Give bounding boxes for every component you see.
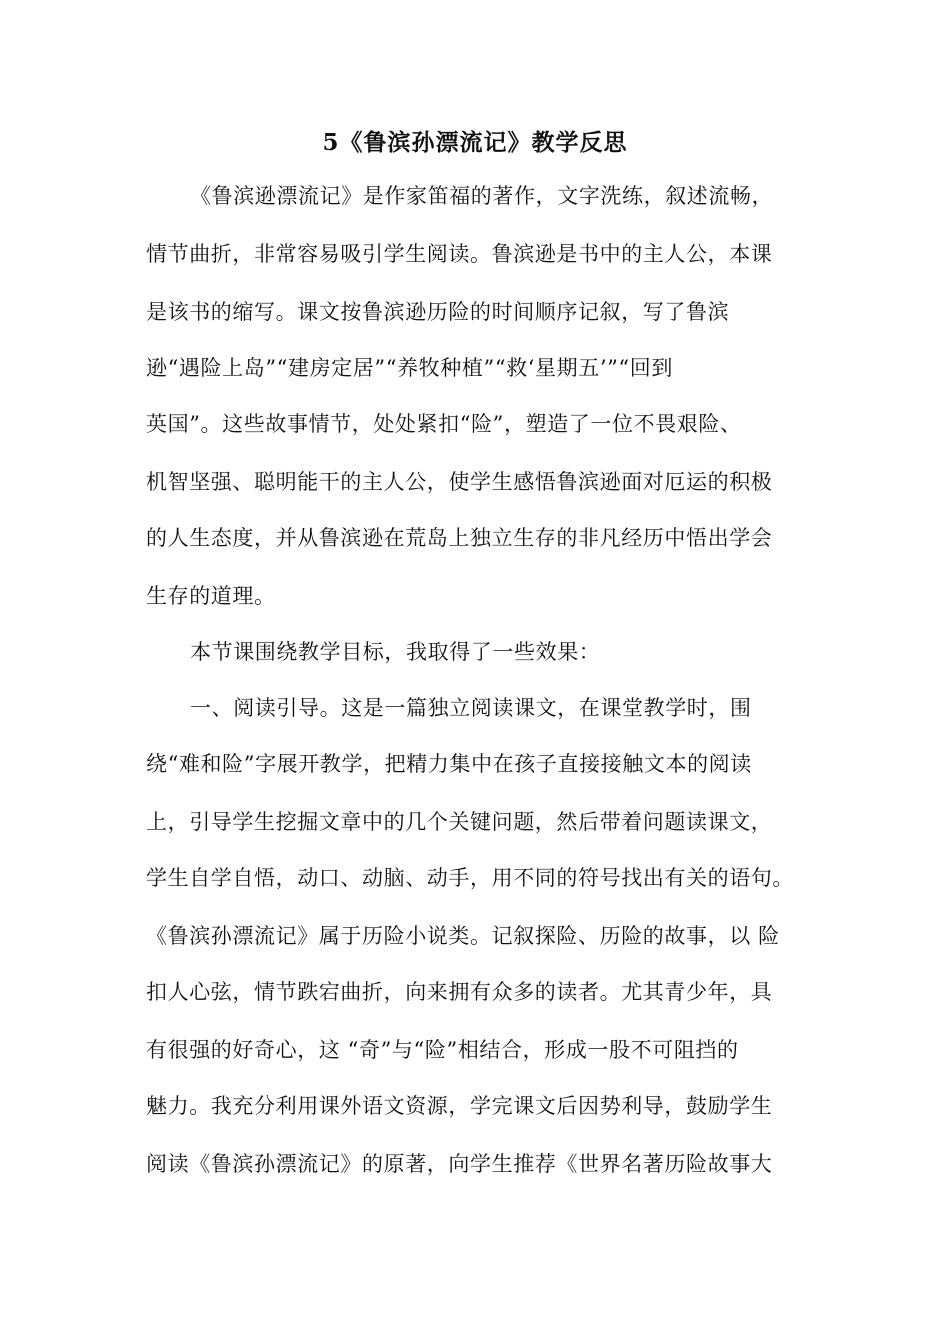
paragraph-line: 机智坚强、聪明能干的主人公，使学生感悟鲁滨逊面对厄运的积极 bbox=[146, 470, 773, 494]
paragraph-line: 情节曲折，非常容易吸引学生阅读。鲁滨逊是书中的主人公，本课 bbox=[146, 242, 773, 266]
paragraph-line: 一、阅读引导。这是一篇独立阅读课文，在课堂教学时，围 bbox=[190, 696, 752, 720]
paragraph-line: 《鲁滨孙漂流记》属于历险小说类。记叙探险、历险的故事，以 险 bbox=[146, 924, 780, 948]
paragraph-line: 魅力。我充分利用课外语文资源，学完课文后因势利导，鼓励学生 bbox=[146, 1094, 773, 1118]
paragraph-line: 上，引导学生挖掘文章中的几个关键问题，然后带着问题读课文， bbox=[146, 810, 773, 834]
paragraph-line: 的人生态度，并从鲁滨逊在荒岛上独立生存的非凡经历中悟出学会 bbox=[146, 526, 773, 550]
document-title: 5《鲁滨孙漂流记》教学反思 bbox=[322, 129, 628, 156]
paragraph-line: 扣人心弦，情节跌宕曲折，向来拥有众多的读者。尤其青少年，具 bbox=[146, 980, 773, 1004]
paragraph-line: 生存的道理。 bbox=[146, 584, 276, 608]
paragraph-line: 有很强的好奇心，这 “奇”与“险”相结合，形成一股不可阻挡的 bbox=[146, 1038, 739, 1062]
paragraph-line: 《鲁滨逊漂流记》是作家笛福的著作，文字洗练，叙述流畅， bbox=[190, 184, 774, 208]
paragraph-line: 阅读《鲁滨孙漂流记》的原著，向学生推荐《世界名著历险故事大 bbox=[146, 1152, 773, 1176]
paragraph-line: 逊“遇险上岛”“建房定居”“养牧种植”“救‘星期五’”“回到 bbox=[146, 356, 673, 380]
paragraph-line: 本节课围绕教学目标，我取得了一些效果： bbox=[190, 640, 601, 664]
paragraph-line: 绕“难和险”字展开教学，把精力集中在孩子直接接触文本的阅读 bbox=[146, 752, 752, 776]
paragraph-line: 是该书的缩写。课文按鲁滨逊历险的时间顺序记叙，写了鲁滨 bbox=[146, 300, 730, 324]
paragraph-line: 学生自学自悟，动口、动脑、动手，用不同的符号找出有关的语句。 bbox=[146, 866, 794, 890]
paragraph-line: 英国”。这些故事情节，处处紧扣“险”，塑造了一位不畏艰险、 bbox=[146, 412, 742, 436]
